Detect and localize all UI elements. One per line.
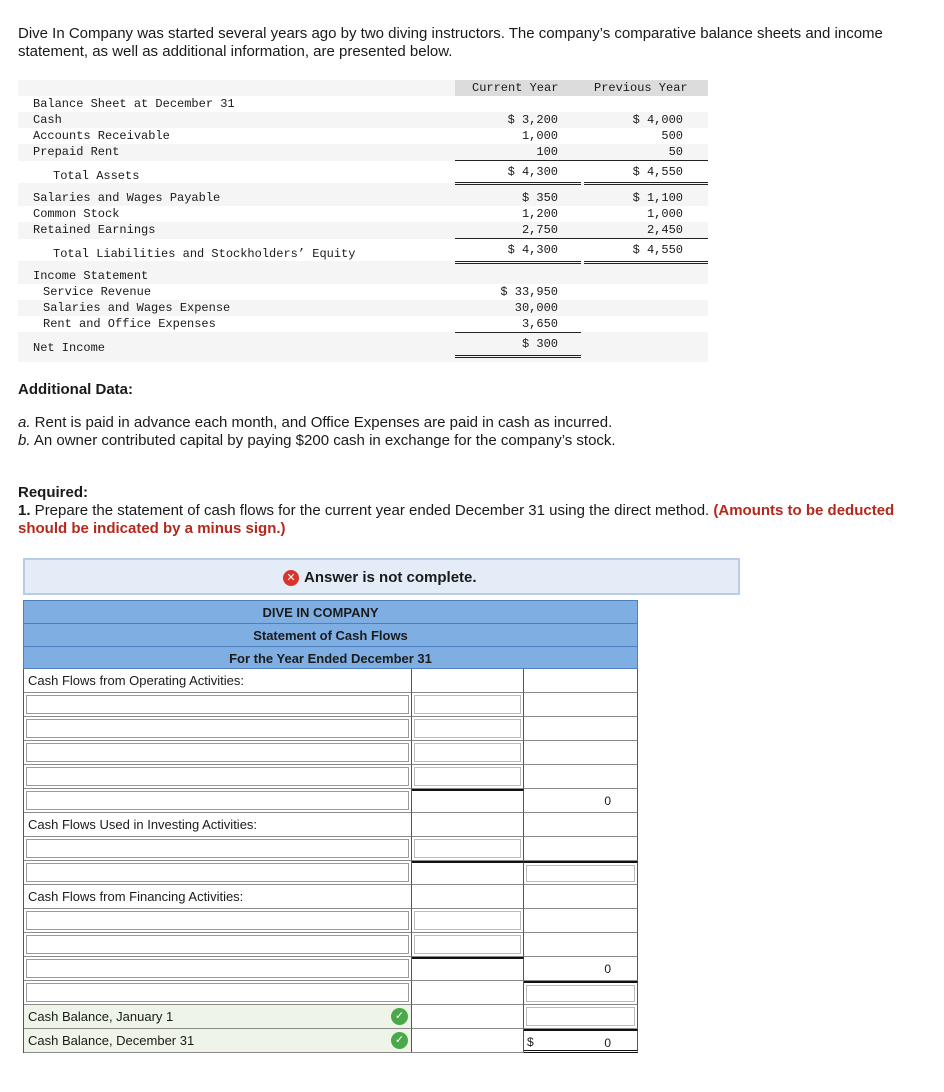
is-title: Income Statement bbox=[33, 269, 149, 283]
rev-label: Service Revenue bbox=[43, 285, 152, 299]
cs-cy: 1,200 bbox=[521, 207, 558, 221]
financing-total-value: 0 bbox=[604, 962, 611, 976]
roe-cy: 3,650 bbox=[521, 317, 558, 331]
ws-row-financing-header bbox=[24, 885, 638, 909]
prepaid-label: Prepaid Rent bbox=[33, 145, 120, 159]
ar-cy: 1,000 bbox=[521, 129, 558, 143]
required-text: 1. Prepare the statement of cash flows for the current year ended December 31 using the direct method. (Amounts to be deducted should be indicated by a minus sign.) bbox=[18, 502, 895, 537]
cash-jan1-label: Cash Balance, January 1 bbox=[28, 1009, 174, 1024]
ws-row-fin-1 bbox=[24, 909, 638, 933]
required-section bbox=[18, 484, 938, 538]
re-py: 2,450 bbox=[646, 223, 683, 237]
op-4-label-input[interactable] bbox=[26, 767, 409, 786]
ws-row-op-4 bbox=[24, 765, 638, 789]
total-assets-py: $ 4,550 bbox=[632, 165, 683, 179]
fin-2-amount-input[interactable] bbox=[414, 935, 521, 954]
cs-py: 1,000 bbox=[646, 207, 683, 221]
total-assets-cy: $ 4,300 bbox=[507, 165, 558, 179]
ws-row-inv-1 bbox=[24, 837, 638, 861]
inv-1-label-input[interactable] bbox=[26, 839, 409, 858]
col-current-year: Current Year bbox=[472, 81, 559, 95]
ar-label: Accounts Receivable bbox=[33, 129, 170, 143]
fin-total-label-input[interactable] bbox=[26, 959, 409, 978]
investing-label: Cash Flows Used in Investing Activities: bbox=[28, 817, 258, 832]
cash-cy: $ 3,200 bbox=[507, 113, 558, 127]
op-4-amount-input[interactable] bbox=[414, 767, 521, 786]
financial-statements bbox=[18, 80, 708, 362]
ws-row-fin-total bbox=[24, 957, 638, 981]
roe-label: Rent and Office Expenses bbox=[43, 317, 216, 331]
ws-row-net-change bbox=[24, 981, 638, 1005]
cash-dec31-label: Cash Balance, December 31 bbox=[28, 1033, 195, 1048]
ws-row-cash-jan1 bbox=[24, 1005, 638, 1029]
bs-title: Balance Sheet at December 31 bbox=[33, 97, 235, 111]
cash-label: Cash bbox=[33, 113, 62, 127]
ws-row-cash-dec31 bbox=[24, 1029, 638, 1053]
error-x-icon: ✕ bbox=[283, 570, 299, 586]
swp-py: $ 1,100 bbox=[632, 191, 683, 205]
cs-label: Common Stock bbox=[33, 207, 120, 221]
cash-py: $ 4,000 bbox=[632, 113, 683, 127]
total-assets-label: Total Assets bbox=[53, 169, 140, 183]
required-title: Required: bbox=[18, 484, 89, 501]
cash-jan1-amount-input[interactable] bbox=[526, 1007, 635, 1026]
col-previous-year: Previous Year bbox=[594, 81, 688, 95]
tle-py: $ 4,550 bbox=[632, 243, 683, 257]
prepaid-cy: 100 bbox=[536, 145, 558, 159]
ws-row-op-3 bbox=[24, 741, 638, 765]
swe-label: Salaries and Wages Expense bbox=[43, 301, 231, 315]
inv-total-amount-input[interactable] bbox=[526, 865, 635, 882]
ws-row-investing-header bbox=[24, 813, 638, 837]
op-1-amount-input[interactable] bbox=[414, 695, 521, 714]
inv-1-amount-input[interactable] bbox=[414, 839, 521, 858]
op-3-label-input[interactable] bbox=[26, 743, 409, 762]
op-2-label-input[interactable] bbox=[26, 719, 409, 738]
additional-item-b: b. An owner contributed capital by paying $200 cash in exchange for the company’s stock. bbox=[18, 432, 616, 449]
cash-dec31-value: 0 bbox=[604, 1036, 611, 1050]
op-1-label-input[interactable] bbox=[26, 695, 409, 714]
ws-row-operating-header bbox=[24, 669, 638, 693]
ws-period: For the Year Ended December 31 bbox=[23, 646, 638, 669]
correct-check-icon: ✓ bbox=[391, 1032, 408, 1049]
ws-row-op-total bbox=[24, 789, 638, 813]
op-3-amount-input[interactable] bbox=[414, 743, 521, 762]
ws-row-op-2 bbox=[24, 717, 638, 741]
answer-status-text: Answer is not complete. bbox=[304, 569, 477, 586]
fin-1-amount-input[interactable] bbox=[414, 911, 521, 930]
operating-label: Cash Flows from Operating Activities: bbox=[28, 673, 245, 688]
ni-label: Net Income bbox=[33, 341, 106, 355]
op-total-label-input[interactable] bbox=[26, 791, 409, 810]
intro-paragraph: Dive In Company was started several years ago by two diving instructors. The company’s comparative balance sheets and income statement, as well as additional information, are presented below. bbox=[18, 25, 883, 60]
fin-2-label-input[interactable] bbox=[26, 935, 409, 954]
net-change-label-input[interactable] bbox=[26, 983, 409, 1002]
ws-company: DIVE IN COMPANY bbox=[23, 600, 638, 623]
prepaid-py: 50 bbox=[668, 145, 683, 159]
swe-cy: 30,000 bbox=[514, 301, 558, 315]
operating-total-value: 0 bbox=[604, 794, 611, 808]
ws-row-fin-2 bbox=[24, 933, 638, 957]
additional-data-title: Additional Data: bbox=[18, 381, 133, 398]
op-2-amount-input[interactable] bbox=[414, 719, 521, 738]
rev-cy: $ 33,950 bbox=[500, 285, 558, 299]
ar-py: 500 bbox=[661, 129, 683, 143]
swp-label: Salaries and Wages Payable bbox=[33, 191, 221, 205]
tle-cy: $ 4,300 bbox=[507, 243, 558, 257]
correct-check-icon: ✓ bbox=[391, 1008, 408, 1025]
net-change-amount-input[interactable] bbox=[526, 985, 635, 1002]
re-label: Retained Earnings bbox=[33, 223, 156, 237]
swp-cy: $ 350 bbox=[521, 191, 558, 205]
dollar-sign: $ bbox=[527, 1035, 534, 1049]
ni-cy: $ 300 bbox=[521, 337, 558, 351]
tle-label: Total Liabilities and Stockholders’ Equity bbox=[53, 247, 356, 261]
ws-row-op-1 bbox=[24, 693, 638, 717]
cash-flow-worksheet bbox=[23, 600, 638, 1053]
inv-total-label-input[interactable] bbox=[26, 863, 409, 882]
financing-label: Cash Flows from Financing Activities: bbox=[28, 889, 244, 904]
answer-status-banner bbox=[23, 558, 740, 595]
fin-1-label-input[interactable] bbox=[26, 911, 409, 930]
ws-row-inv-total bbox=[24, 861, 638, 885]
ws-statement: Statement of Cash Flows bbox=[23, 623, 638, 646]
additional-item-a: a. Rent is paid in advance each month, and Office Expenses are paid in cash as incurred. bbox=[18, 414, 613, 431]
re-cy: 2,750 bbox=[521, 223, 558, 237]
